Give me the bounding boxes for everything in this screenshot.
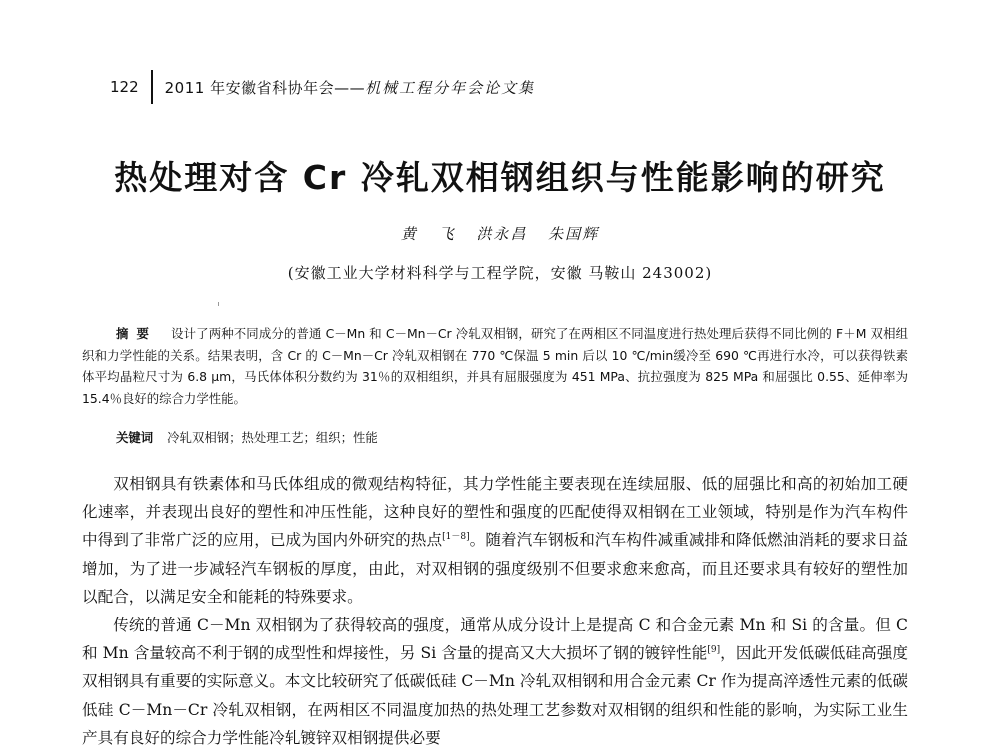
abstract-label: 摘要 (116, 326, 158, 341)
body-text (82, 470, 908, 751)
paragraph-2 (82, 611, 908, 751)
citation-2: [9] (707, 645, 721, 656)
abstract (82, 323, 908, 409)
header-divider (151, 70, 153, 104)
authors: 黄 飞 洪永昌 朱国辉 (400, 225, 600, 243)
paragraph-1-text-cont: 。随着汽车钢板和汽车构件减重减排和降低燃油消耗的要求日益增加，为了进一步减轻汽车钢板的厚度，由此，对双相钢的强度级别不但要求愈来愈高，而且还要求具有较好的塑性加以配合，以满足安全和能耗的特殊要求。 (82, 531, 908, 606)
page-number: 122 (110, 78, 139, 96)
running-header (110, 72, 535, 102)
paragraph-2-text: 传统的普通 C－Mn 双相钢为了获得较高的强度，通常从成分设计上是提高 C 和合金元素 Mn 和 Si 的含量。但 C 和 Mn 含量较高不利于钢的成型性和焊接性，另 Si 含量的提高又大大损坏了钢的镀锌性能 (82, 616, 908, 663)
citation-1: [1－8] (442, 532, 470, 543)
keywords-label: 关键词 (116, 430, 154, 445)
abstract-text: 设计了两种不同成分的普通 C－Mn 和 C－Mn－Cr 冷轧双相钢，研究了在两相区不同温度进行热处理后获得不同比例的 F＋M 双相组织和力学性能的关系。结果表明，含 Cr 的 C－Mn－Cr 冷轧双相钢在 770 ℃保温 5 min 后以 10 ℃/min缓冷至 690 ℃再进行水冷，可以获得铁素体平均晶粒尺寸为 6.8 μm，马氏体体积分数约为 31％的双相组织，并具有屈服强度为 451 MPa、抗拉强度为 825 MPa 和屈强比 0.55、延伸率为 15.4％良好的综合力学性能。 (82, 326, 908, 406)
scan-mark (218, 302, 219, 306)
paragraph-1 (82, 470, 908, 611)
collection-name: 机械工程分年会论文集 (365, 78, 536, 97)
paragraph-2-text-cont: ，因此开发低碳低硅高强度双相钢具有重要的实际意义。本文比较研究了低碳低硅 C－Mn 冷轧双相钢和用合金元素 Cr 作为提高淬透性元素的低碳低硅 C－Mn－Cr 冷轧双相钢，在两相区不同温度加热的热处理工艺参数对双相钢的组织和性能的影响，为实际工业生产具有良好的综合力学性能冷轧镀锌双相钢提供必要 (82, 644, 908, 747)
affiliation: (安徽工业大学材料科学与工程学院，安徽 马鞍山 243002) (287, 264, 713, 282)
paper-title: 热处理对含 Cr 冷轧双相钢组织与性能影响的研究 (114, 158, 886, 197)
keywords (116, 428, 906, 446)
keywords-text: 冷轧双相钢；热处理工艺；组织；性能 (167, 430, 378, 445)
conference-name: 2011 年安徽省科协年会—— (164, 78, 366, 97)
paragraph-1-text: 双相钢具有铁素体和马氏体组成的微观结构特征，其力学性能主要表现在连续屈服、低的屈强比和高的初始加工硬化速率，并表现出良好的塑性和冲压性能，这种良好的塑性和强度的匹配使得双相钢在工业领域，特别是作为汽车构件中得到了非常广泛的应用，已成为国内外研究的热点 (82, 475, 908, 550)
